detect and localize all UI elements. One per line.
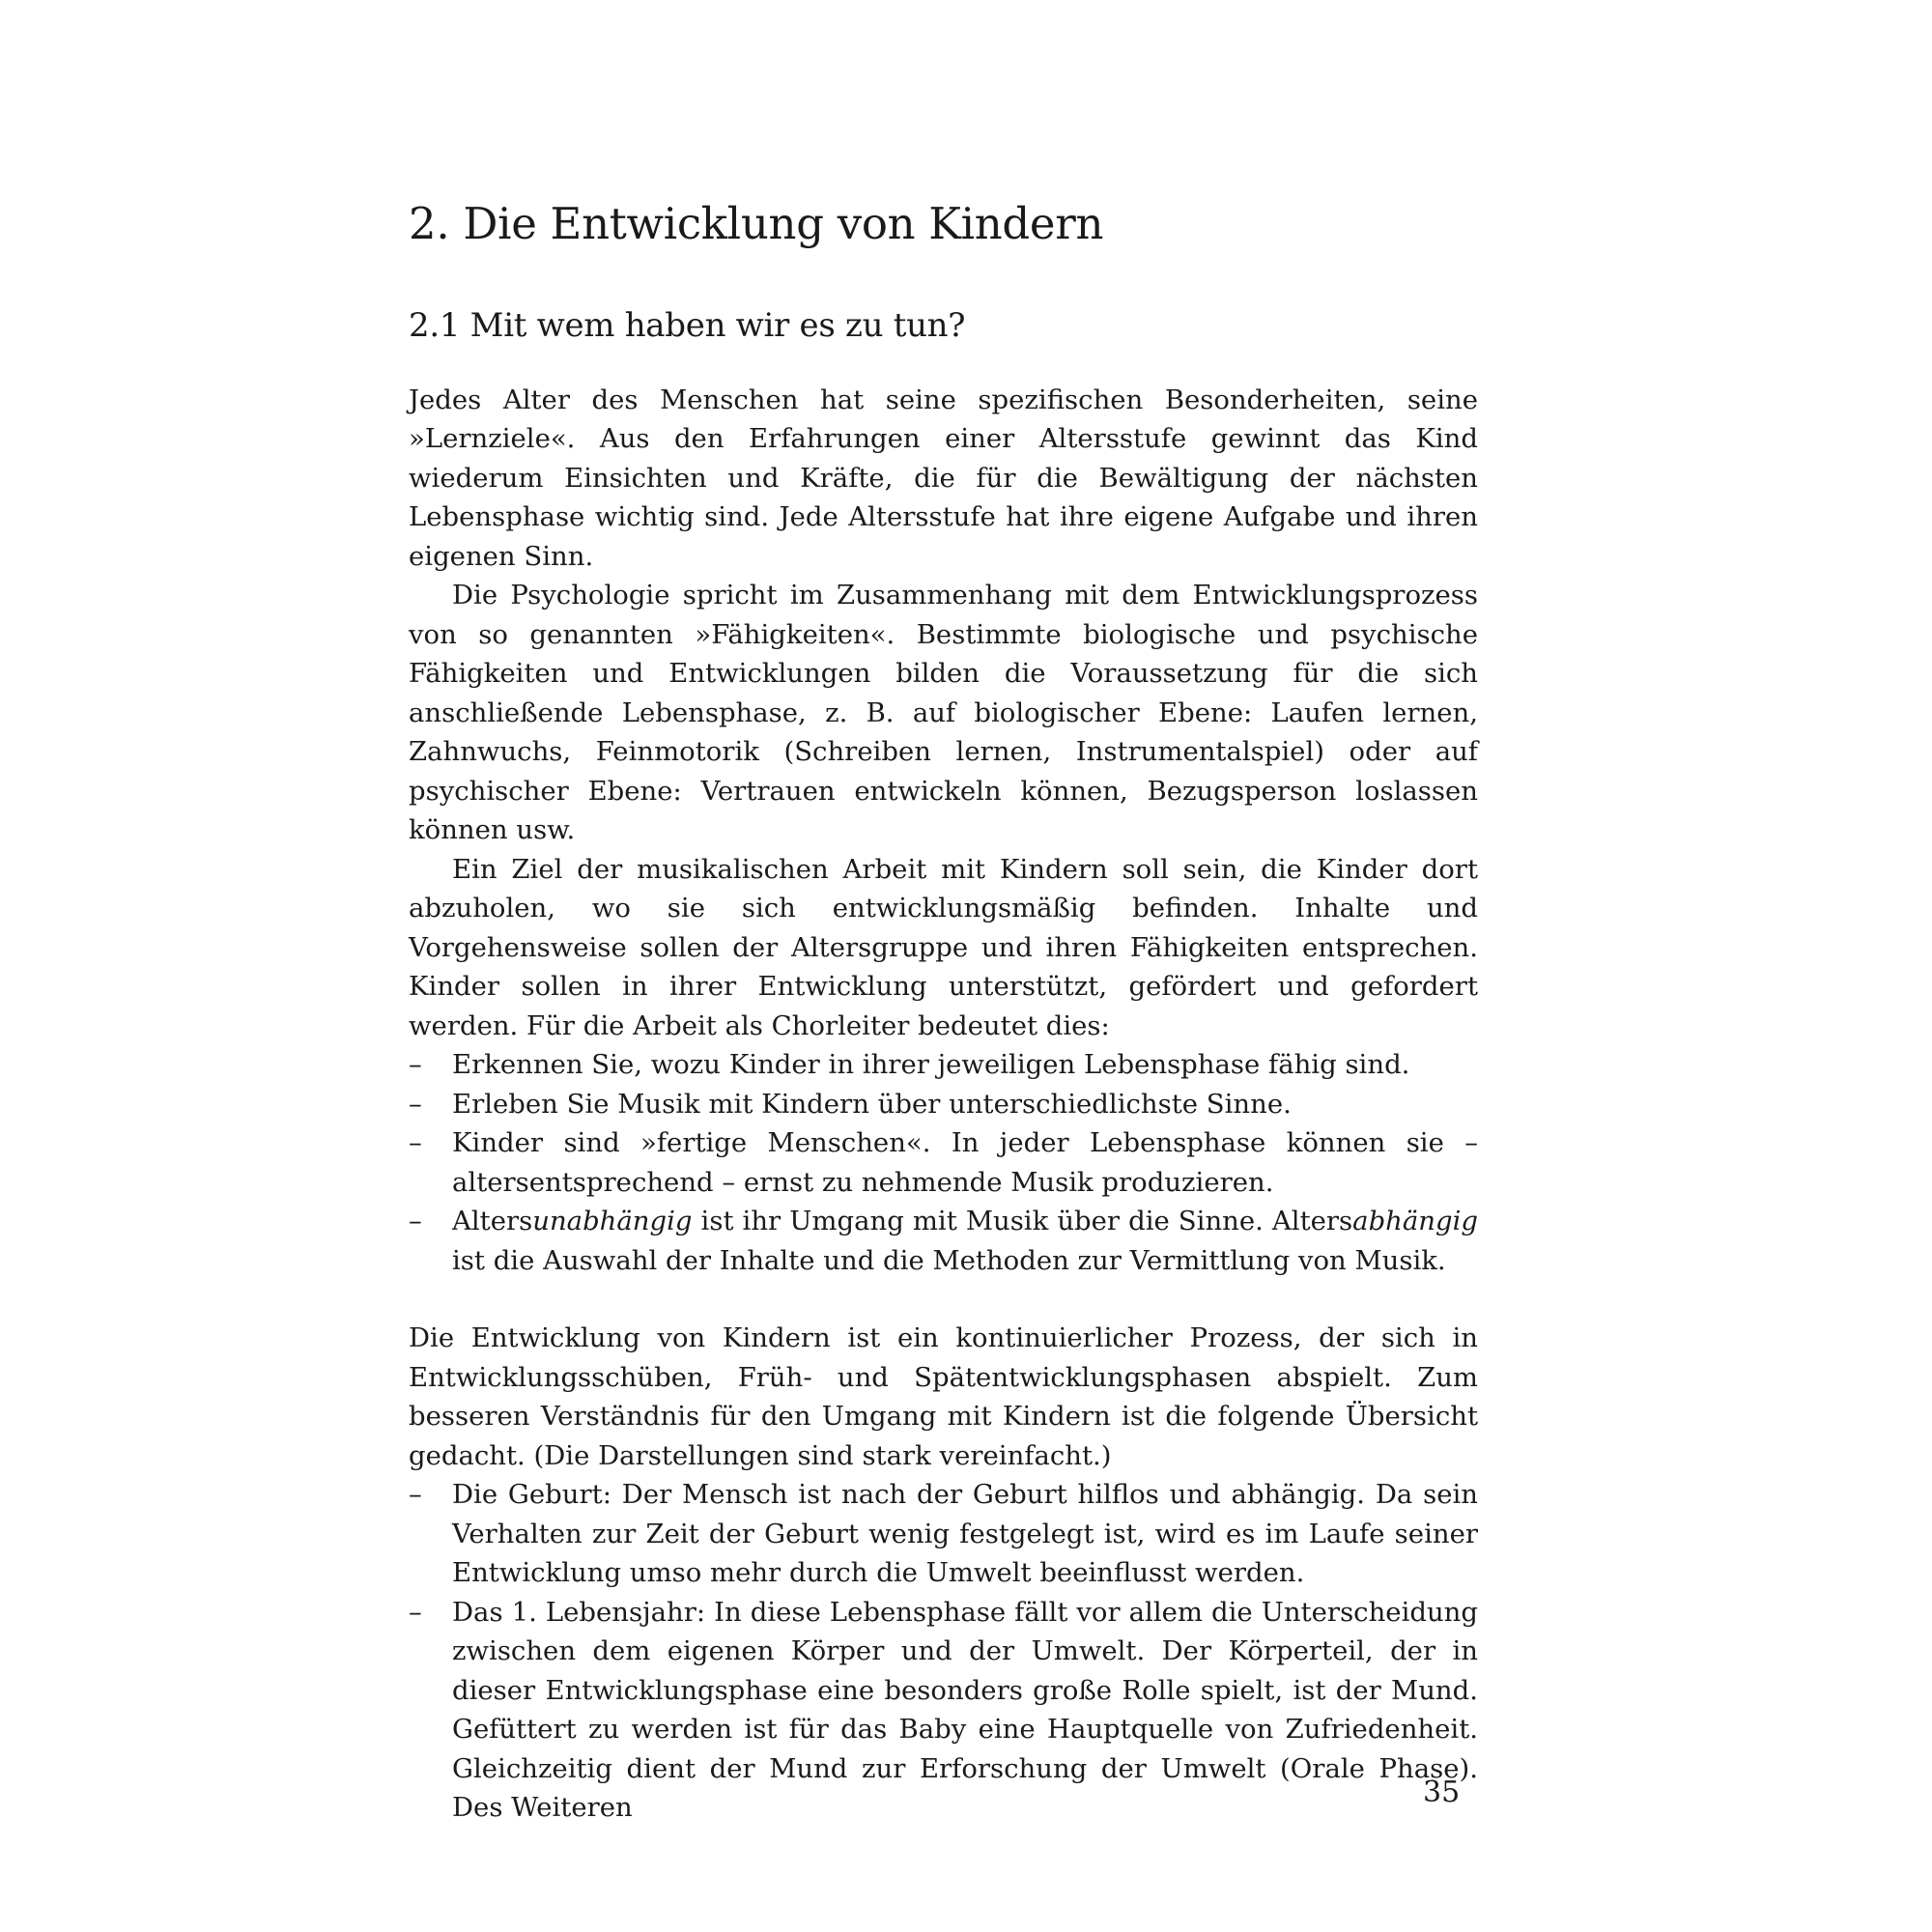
list-item xyxy=(409,1475,1478,1593)
paragraph-4: Die Entwicklung von Kindern ist ein kontinuierlicher Prozess, der sich in Entwicklungsschüben, Früh- und Spätentwicklungsphasen abspielt. Zum besseren Verständnis für den Umgang mit Kindern ist die folgende Übersicht gedacht. (Die Darstellungen sind stark vereinfacht.) xyxy=(409,1322,1478,1471)
dash-bullet: – xyxy=(409,1127,422,1159)
text-fragment: ist ihr Umgang mit Musik über die Sinne. Alters xyxy=(692,1206,1353,1237)
dash-bullet: – xyxy=(409,1088,422,1120)
chapter-title: 2. Die Entwicklung von Kindern xyxy=(409,198,1104,249)
list-item-text: Das 1. Lebensjahr: In diese Lebensphase fällt vor allem die Unterscheidung zwischen dem eigenen Körper und der Umwelt. Der Körperteil, der in dieser Entwicklungsphase eine besonders große Rolle spielt, ist der Mund. Gefüttert zu werden ist für das Baby eine Hauptquelle von Zufriedenheit. Gleichzeitig dient der Mund zur Erforschung der Umwelt (Orale Phase). Des Weiteren xyxy=(452,1596,1478,1824)
paragraph-1: Jedes Alter des Menschen hat seine spezifischen Besonderheiten, seine »Lernziele«. Aus den Erfahrungen einer Altersstufe gewinnt das Kind wiederum Einsichten und Kräfte, die für die Bewältigung der nächsten Lebensphase wichtig sind. Jede Altersstufe hat ihre eigene Aufgabe und ihren eigenen Sinn. xyxy=(409,384,1478,572)
emphasis-text: abhängig xyxy=(1352,1206,1478,1237)
list-item xyxy=(409,1202,1478,1280)
bullet-list-1 xyxy=(409,1045,1478,1280)
dash-bullet: – xyxy=(409,1049,422,1081)
list-item xyxy=(409,1123,1478,1202)
page-number: 35 xyxy=(1423,1776,1461,1809)
list-item-text: Die Geburt: Der Mensch ist nach der Geburt hilflos und abhängig. Da sein Verhalten zur Zeit der Geburt wenig festgelegt ist, wird es im Laufe seiner Entwicklung umso mehr durch die Umwelt beeinflusst werden. xyxy=(452,1479,1478,1589)
book-page xyxy=(409,198,1478,1828)
text-fragment: Alters xyxy=(452,1206,533,1237)
paragraph-3: Ein Ziel der musikalischen Arbeit mit Kindern soll sein, die Kinder dort abzuholen, wo sie sich entwicklungsmäßig befinden. Inhalte und Vorgehensweise sollen der Altersgruppe und ihren Fähigkeiten entsprechen. Kinder sollen in ihrer Entwicklung unterstützt, gefördert und gefordert werden. Für die Arbeit als Chorleiter bedeutet dies: xyxy=(409,853,1478,1041)
dash-bullet: – xyxy=(409,1206,422,1237)
bullet-list-2 xyxy=(409,1475,1478,1828)
list-item-text: Erleben Sie Musik mit Kindern über unterschiedlichste Sinne. xyxy=(452,1088,1292,1120)
text-fragment: ist die Auswahl der Inhalte und die Methoden zur Vermittlung von Musik. xyxy=(452,1244,1446,1276)
list-item-text xyxy=(452,1206,1478,1276)
list-item xyxy=(409,1045,1478,1085)
list-item-text: Kinder sind »fertige Menschen«. In jeder Lebensphase können sie – altersentsprechend – ernst zu nehmende Musik produzieren. xyxy=(452,1127,1478,1198)
emphasis-text: unabhängig xyxy=(532,1206,693,1237)
list-item xyxy=(409,1593,1478,1828)
list-item-text: Erkennen Sie, wozu Kinder in ihrer jeweiligen Lebensphase fähig sind. xyxy=(452,1049,1410,1081)
dash-bullet: – xyxy=(409,1596,422,1628)
section-title: 2.1 Mit wem haben wir es zu tun? xyxy=(409,306,966,345)
list-item xyxy=(409,1085,1478,1124)
paragraph-2: Die Psychologie spricht im Zusammenhang mit dem Entwicklungsprozess von so genannten »Fähigkeiten«. Bestimmte biologische und psychische Fähigkeiten und Entwicklungen bilden die Voraussetzung für die sich anschließende Lebensphase, z. B. auf biologischer Ebene: Laufen lernen, Zahnwuchs, Feinmotorik (Schreiben lernen, Instrumentalspiel) oder auf psychischer Ebene: Vertrauen entwickeln können, Bezugsperson loslassen können usw. xyxy=(409,580,1478,846)
dash-bullet: – xyxy=(409,1479,422,1511)
